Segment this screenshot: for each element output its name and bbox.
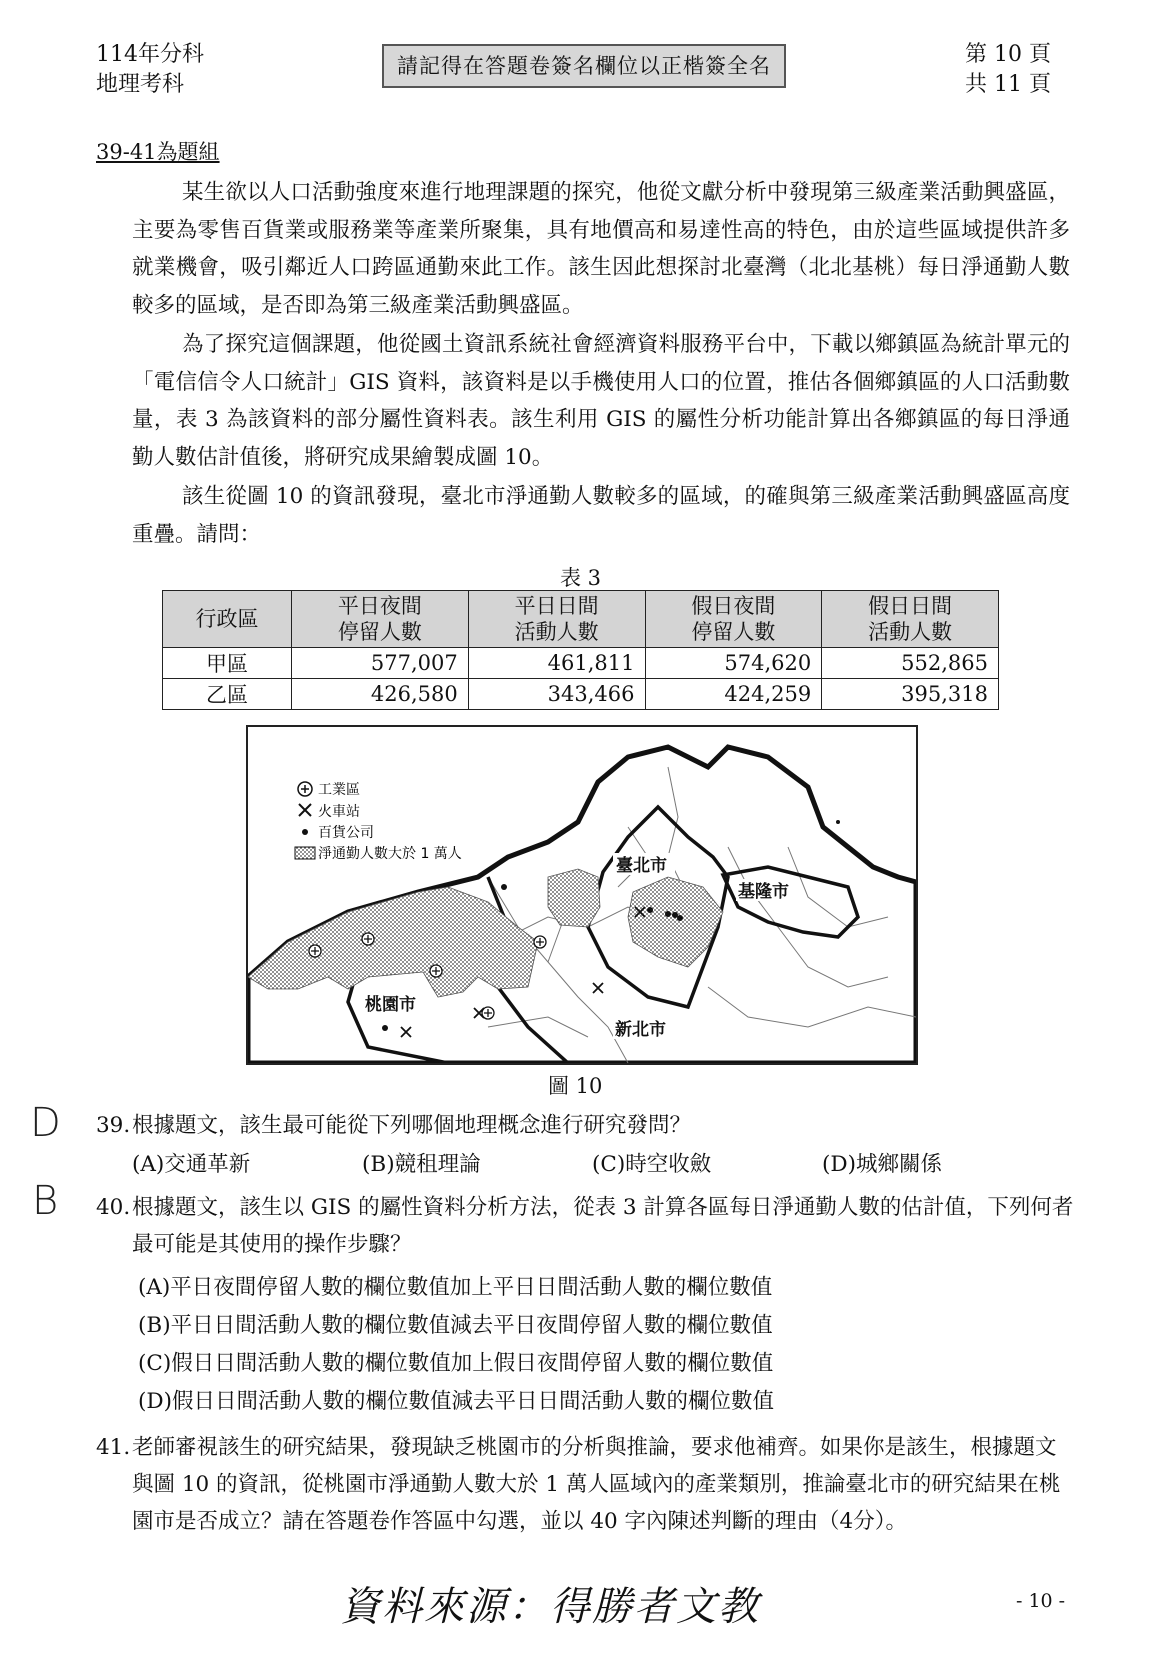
cell-value: 343,466 — [468, 679, 645, 710]
col-header-holiday-night: 假日夜間 停留人數 — [645, 591, 822, 648]
col-header-holiday-day: 假日日間 活動人數 — [822, 591, 999, 648]
option-b: (B)平日日間活動人數的欄位數值減去平日夜間停留人數的欄位數值 — [138, 1313, 773, 1338]
handwritten-answer-39: D — [30, 1100, 61, 1146]
page-number: - 10 - — [1016, 1590, 1066, 1612]
exam-year: 114年分科 — [96, 42, 204, 67]
table-row — [163, 648, 999, 679]
figure-caption: 圖 10 — [548, 1074, 603, 1098]
legend-label: 淨通勤人數大於 1 萬人 — [318, 846, 462, 862]
map-svg — [248, 727, 916, 1063]
signature-notice: 請記得在答題卷簽名欄位以正楷簽全名 — [382, 44, 786, 88]
group-title: 39-41為題組 — [96, 140, 220, 164]
question-41 — [96, 1429, 1076, 1534]
cell-value: 574,620 — [645, 648, 822, 679]
col-header-weekday-day: 平日日間 活動人數 — [468, 591, 645, 648]
cell-value: 395,318 — [822, 679, 999, 710]
department-store-icon — [302, 829, 308, 835]
cell-value: 461,811 — [468, 648, 645, 679]
label-keelung: 基隆市 — [738, 882, 789, 902]
cell-district: 乙區 — [163, 679, 292, 710]
label-newtaipei: 新北市 — [615, 1020, 666, 1040]
paragraph-3: 該生從圖 10 的資訊發現，臺北市淨通勤人數較多的區域，的確與第三級產業活動興盛區高度重疊。請問： — [132, 484, 1070, 547]
option-a: (A)平日夜間停留人數的欄位數值加上平日日間活動人數的欄位數值 — [138, 1275, 773, 1300]
header-right — [965, 40, 1051, 100]
cell-value: 577,007 — [292, 648, 469, 679]
question-40 — [96, 1189, 1076, 1257]
option-d: (D)城鄉關係 — [822, 1152, 943, 1177]
legend-label: 工業區 — [318, 782, 360, 798]
handwritten-source-note: 資料來源：得勝者文教 — [340, 1584, 760, 1630]
train-station-icon — [299, 804, 311, 816]
label-taoyuan: 桃園市 — [365, 995, 416, 1015]
question-number: 40. — [96, 1195, 131, 1220]
cell-value: 424,259 — [645, 679, 822, 710]
table-3 — [162, 590, 999, 710]
option-b: (B)競租理論 — [362, 1152, 481, 1177]
option-c: (C)假日日間活動人數的欄位數值加上假日夜間停留人數的欄位數值 — [138, 1351, 774, 1376]
col-header-weekday-night: 平日夜間 停留人數 — [292, 591, 469, 648]
question-number: 39. — [96, 1113, 131, 1138]
commute-area-icon — [295, 847, 315, 859]
table-header-row — [163, 591, 999, 648]
page-line: 第 10 頁 — [965, 42, 1051, 67]
subject: 地理考科 — [96, 72, 185, 97]
cell-value: 552,865 — [822, 648, 999, 679]
map-legend — [295, 781, 462, 862]
cell-district: 甲區 — [163, 648, 292, 679]
header-left — [96, 40, 204, 100]
handwritten-answer-40: B — [32, 1178, 59, 1224]
total-line: 共 11 頁 — [965, 72, 1051, 97]
paragraph-2: 為了探究這個課題，他從國土資訊系統社會經濟資料服務平台中，下載以鄉鎮區為統計單元的「電信信令人口統計」GIS 資料，該資料是以手機使用人口的位置，推估各個鄉鎮區的人口活動數量，表 3 為該資料的部分屬性資料表。該生利用 GIS 的屬性分析功能計算出各鄉鎮區的每日淨通勤人數估計值後，將研究成果繪製成圖 10。 — [132, 332, 1070, 470]
question-39 — [96, 1107, 1076, 1144]
region-newtaipei-commute — [548, 869, 600, 927]
cell-value: 426,580 — [292, 679, 469, 710]
option-a: (A)交通革新 — [132, 1152, 251, 1177]
legend-label: 火車站 — [318, 804, 360, 820]
legend-label: 百貨公司 — [318, 825, 374, 841]
option-c: (C)時空收斂 — [592, 1152, 712, 1177]
question-stem: 根據題文，該生以 GIS 的屬性資料分析方法，從表 3 計算各區每日淨通勤人數的估計值，下列何者最可能是其使用的操作步驟？ — [132, 1195, 1074, 1257]
paragraph-1: 某生欲以人口活動強度來進行地理課題的探究，他從文獻分析中發現第三級產業活動興盛區，主要為零售百貨業或服務業等產業所聚集，具有地價高和易達性高的特色，由於這些區域提供許多就業機會，吸引鄰近人口跨區通勤來此工作。該生因此想探討北臺灣（北北基桃）每日淨通勤人數較多的區域，是否即為第三級產業活動興盛區。 — [132, 180, 1070, 318]
question-number: 41. — [96, 1435, 131, 1460]
table-row — [163, 679, 999, 710]
option-d: (D)假日日間活動人數的欄位數值減去平日日間活動人數的欄位數值 — [138, 1389, 775, 1414]
question-stem: 根據題文，該生最可能從下列哪個地理概念進行研究發問？ — [132, 1113, 692, 1138]
col-header-district: 行政區 — [163, 591, 292, 648]
question-stem: 老師審視該生的研究結果，發現缺乏桃園市的分析與推論，要求他補齊。如果你是該生，根據題文與圖 10 的資訊，從桃園市淨通勤人數大於 1 萬人區域內的產業類別，推論臺北市的研究結果在桃園市是否成立？請在答題卷作答區中勾選，並以 40 字內陳述判斷的理由（4分）。 — [132, 1435, 1061, 1534]
label-taipei: 臺北市 — [616, 856, 667, 876]
figure-10-map — [246, 725, 918, 1065]
table-caption: 表 3 — [560, 566, 602, 590]
